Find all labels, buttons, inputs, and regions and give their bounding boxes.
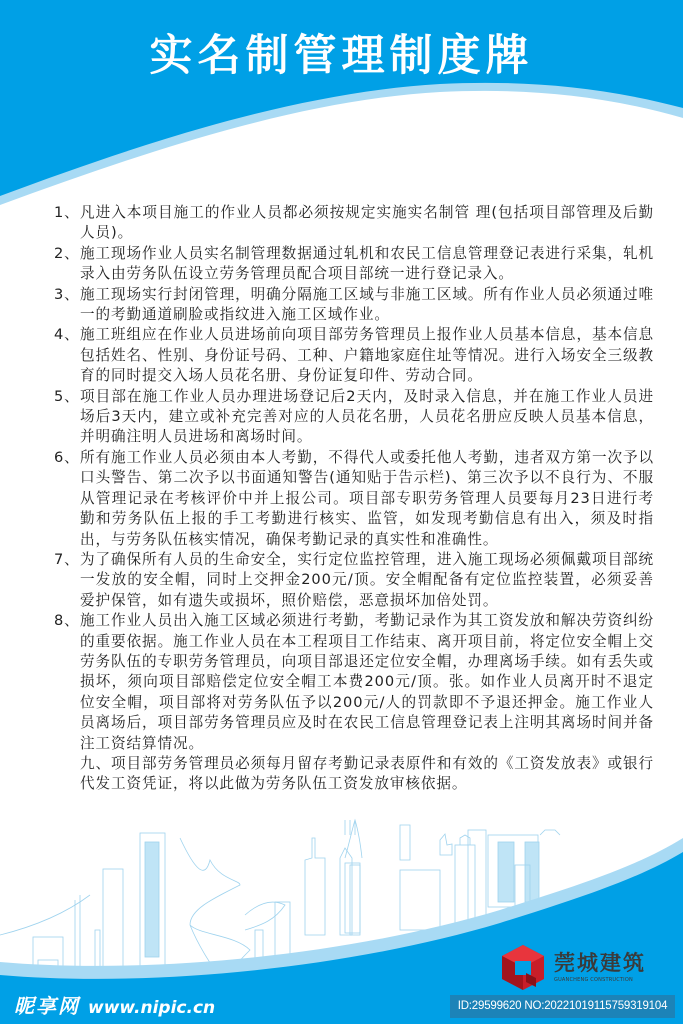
watermark-url: www.nipic.cn <box>88 998 216 1018</box>
site-watermark <box>14 990 215 1019</box>
rule-item-7 <box>54 550 654 611</box>
rule-item-6 <box>54 448 654 550</box>
rule-item-4 <box>54 325 654 386</box>
rule-text: 施工班组应在作业人员进场前向项目部劳务管理员上报作业人员基本信息，基本信息包括姓名、性别、身份证号码、工种、户籍地家庭住址等情况。进行入场安全三级教育的同时提交入场人员花名册、身份证复印件、劳动合同。 <box>80 326 654 385</box>
logo-name-cn: 莞城建筑 <box>554 951 646 975</box>
rule-number: 6、 <box>54 448 80 466</box>
rule-number: 5、 <box>54 387 80 405</box>
watermark-site-name: 昵享网 <box>14 994 80 1018</box>
image-id-bar: ID:29599620 NO:20221019115759319104 <box>450 995 675 1018</box>
rule-number: 8、 <box>54 612 80 630</box>
rule-item-2 <box>54 244 654 285</box>
rule-item-5 <box>54 387 654 448</box>
rule-text: 施工现场实行封闭管理，明确分隔施工区域与非施工区域。所有作业人员必须通过唯一的考勤通道刷脸或指纹进入施工区域作业。 <box>80 285 654 324</box>
rule-item-9: 九、项目部劳务管理员必须每月留存考勤记录表原件和有效的《工资发放表》或银行代发工资凭证，将以此做为劳务队伍工资发放审核依据。 <box>80 754 654 793</box>
rule-text: 施工作业人员出入施工区域必须进行考勤，考勤记录作为其工资发放和解决劳资纠纷的重要依据。施工作业人员在本工程项目工作结束、离开项目前，将定位安全帽上交劳务队伍的专职劳务管理员，向项目部退还定位安全帽，办理离场手续。如有丢失或损坏，须向项目部赔偿定位安全帽工本费200元/顶。张。如作业人员离开时不退定位安全帽，项目部将对劳务队伍予以200元/人的罚款即不予退还押金。施工作业人员离场后，项目部劳务管理员应及时在农民工信息管理登记表上注明其离场时间并备注工资结算情况。 <box>80 612 654 752</box>
logo-name-en: GUANCHENG CONSTRUCTION <box>554 977 633 983</box>
rule-text: 所有施工作业人员必须由本人考勤，不得代人或委托他人考勤，违者双方第一次予以口头警告、第二次予以书面通知警告(通知贴于告示栏)、第三次予以不良行为、不服从管理记录在考核评价中并上报公司。项目部专职劳务管理人员要每月23日进行考勤和劳务队伍上报的手工考勤进行核实、监管，如发现考勤信息有出入，须及时指出，与劳务队伍核实情况，确保考勤记录的真实性和准确性。 <box>80 448 654 548</box>
company-logo <box>500 943 646 991</box>
rule-number: 1、 <box>54 204 80 221</box>
rules-list <box>54 203 654 795</box>
rule-text: 为了确保所有人员的生命安全，实行定位监控管理，进入施工现场必须佩戴项目部统一发放的安全帽，同时上交押金200元/顶。安全帽配备有定位监控装置，必须妥善爱护保管，如有遗失或损坏，照价赔偿，恶意损坏加倍处罚。 <box>80 550 654 609</box>
rule-number: 4、 <box>54 326 80 344</box>
rule-number: 7、 <box>54 550 80 568</box>
board-title: 实名制管理制度牌 <box>149 31 534 81</box>
rule-text: 施工现场作业人员实名制管理数据通过轧机和农民工信息管理登记表进行采集，轧机录入由劳务队伍设立劳务管理员配合项目部统一进行登记录入。 <box>80 244 654 283</box>
rule-number: 2、 <box>54 244 80 262</box>
rule-number: 3、 <box>54 285 80 303</box>
rule-text: 凡进入本项目施工的作业人员都必须按规定实施实名制管 理(包括项目部管理及后勤人员)。 <box>80 204 654 242</box>
rule-item-8 <box>54 611 654 754</box>
rule-text: 项目部在施工作业人员办理进场登记后2天内，及时录入信息，并在施工作业人员进场后3天内，建立或补充完善对应的人员花名册，人员花名册应反映人员基本信息，并明确注明人员进场和离场时间。 <box>80 387 654 446</box>
rule-item-3 <box>54 285 654 326</box>
rule-item-1 <box>54 203 654 244</box>
red-cube-q-logo-icon <box>500 943 546 991</box>
